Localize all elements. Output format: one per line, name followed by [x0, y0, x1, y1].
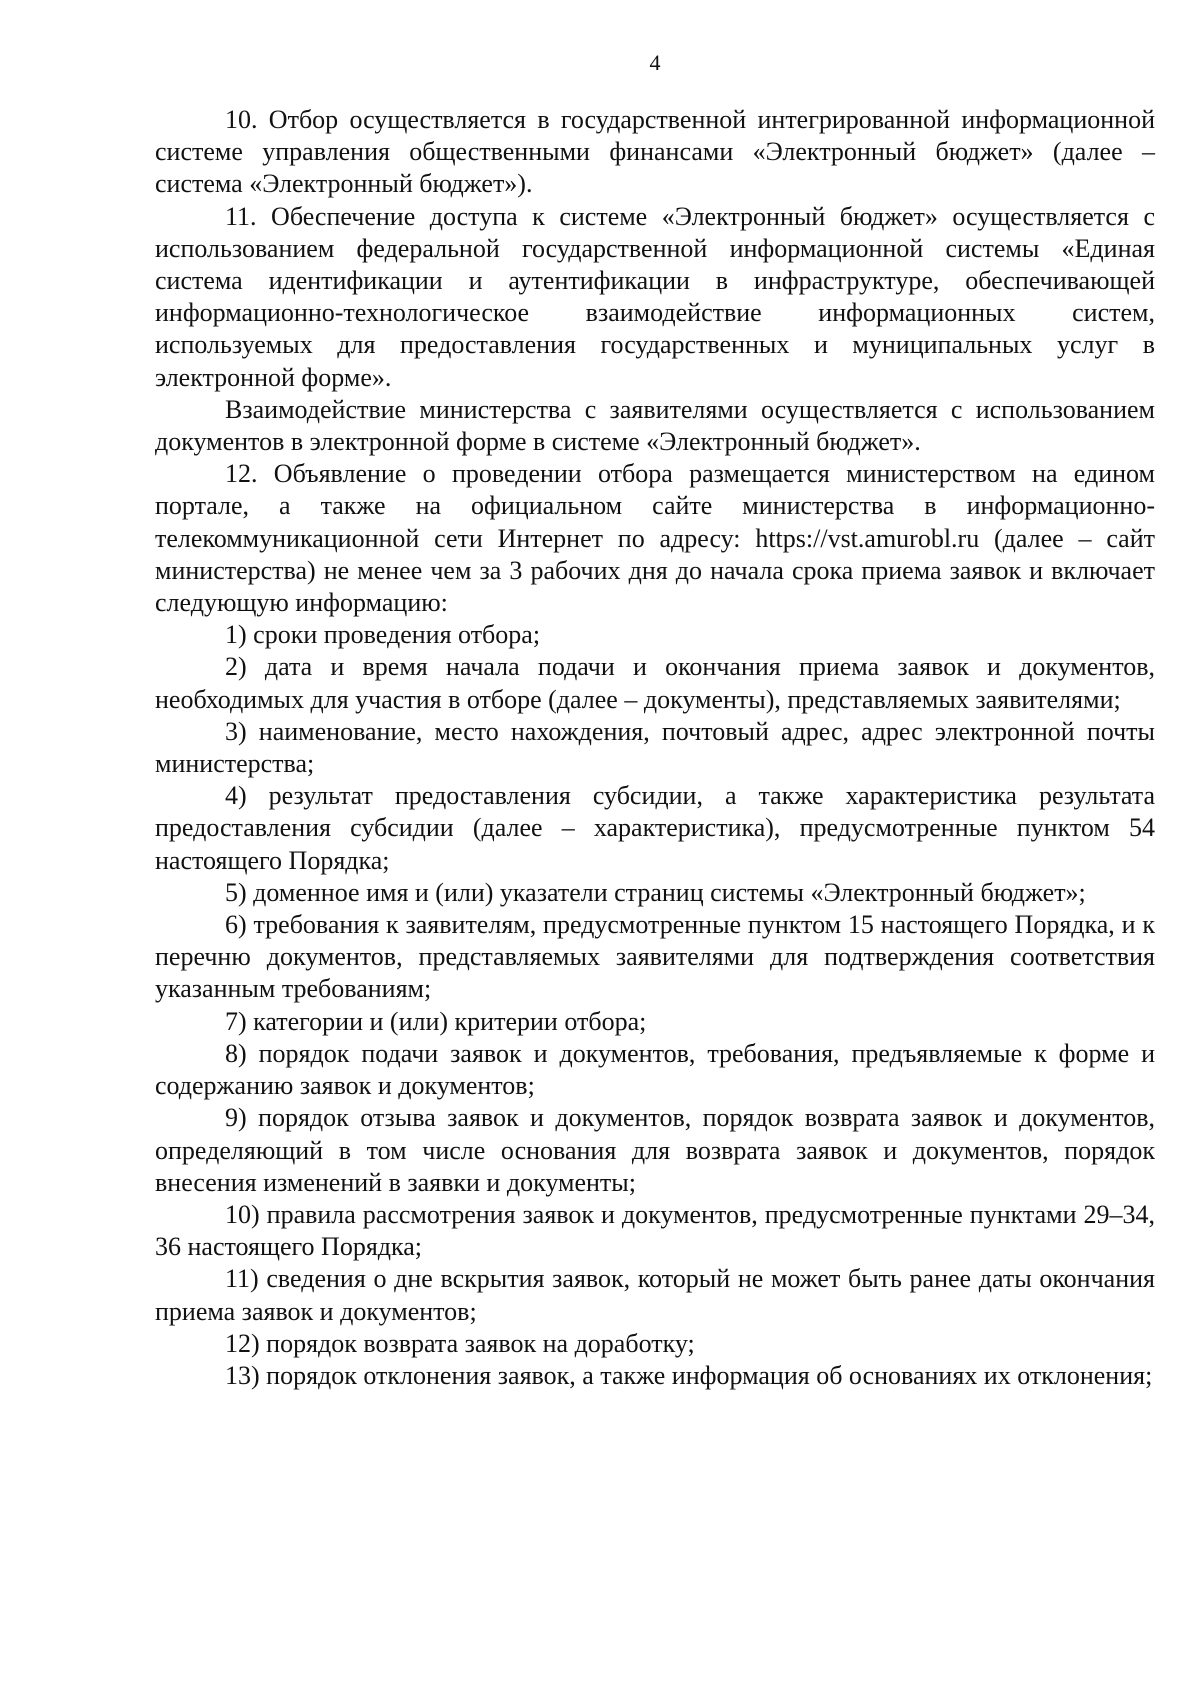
list-item-10: 10) правила рассмотрения заявок и документов, предусмотренные пунктами 29–34, 36 настоящего Порядка;	[155, 1199, 1155, 1262]
paragraph-11: 11. Обеспечение доступа к системе «Электронный бюджет» осуществляется с использованием федеральной государственной информационной системы «Единая система идентификации и аутентификации в инфраструктуре, обеспечивающей информационно-технологическое взаимодействие информационных систем, используемых для предоставления государственных и муниципальных услуг в электронной форме».	[155, 201, 1155, 392]
list-item-3: 3) наименование, место нахождения, почтовый адрес, адрес электронной почты министерства;	[155, 716, 1155, 779]
list-item-7: 7) категории и (или) критерии отбора;	[225, 1006, 647, 1036]
document-body	[155, 104, 1155, 1392]
list-item-8: 8) порядок подачи заявок и документов, требования, предъявляемые к форме и содержанию заявок и документов;	[155, 1038, 1155, 1101]
list-item-11: 11) сведения о дне вскрытия заявок, который не может быть ранее даты окончания приема заявок и документов;	[155, 1264, 1155, 1326]
paragraph-10: 10. Отбор осуществляется в государственной интегрированной информационной системе управления общественными финансами «Электронный бюджет» (далее – система «Электронный бюджет»).	[155, 105, 1155, 199]
list-item-12: 12) порядок возврата заявок на доработку;	[225, 1328, 695, 1358]
list-item-13: 13) порядок отклонения заявок, а также информация об основаниях их отклонения;	[225, 1360, 1153, 1390]
list-item-2: 2) дата и время начала подачи и окончания приема заявок и документов, необходимых для участия в отборе (далее – документы), представляемых заявителями;	[155, 652, 1155, 714]
list-item-5: 5) доменное имя и (или) указатели страниц системы «Электронный бюджет»;	[225, 877, 1086, 907]
list-item-9: 9) порядок отзыва заявок и документов, порядок возврата заявок и документов, определяющий в том числе основания для возврата заявок и документов, порядок внесения изменений в заявки и документы;	[155, 1103, 1155, 1197]
list-item-1: 1) сроки проведения отбора;	[225, 620, 541, 650]
list-item-6: 6) требования к заявителям, предусмотренные пунктом 15 настоящего Порядка, и к перечню документов, представляемых заявителями для подтверждения соответствия указанным требованиям;	[155, 910, 1155, 1004]
list-item-4: 4) результат предоставления субсидии, а также характеристика результата предоставления субсидии (далее – характеристика), предусмотренные пунктом 54 настоящего Порядка;	[155, 781, 1155, 875]
paragraph-12: 12. Объявление о проведении отбора размещается министерством на едином портале, а также на официальном сайте министерства в информационно-телекоммуникационной сети Интернет по адресу: https://vst.amurobl.ru (далее – сайт министерства) не менее чем за 3 рабочих дня до начала срока приема заявок и включает следующую информацию:	[155, 459, 1155, 618]
page-number: 4	[649, 50, 661, 75]
paragraph-interaction: Взаимодействие министерства с заявителями осуществляется с использованием документов в электронной форме в системе «Электронный бюджет».	[155, 394, 1155, 457]
